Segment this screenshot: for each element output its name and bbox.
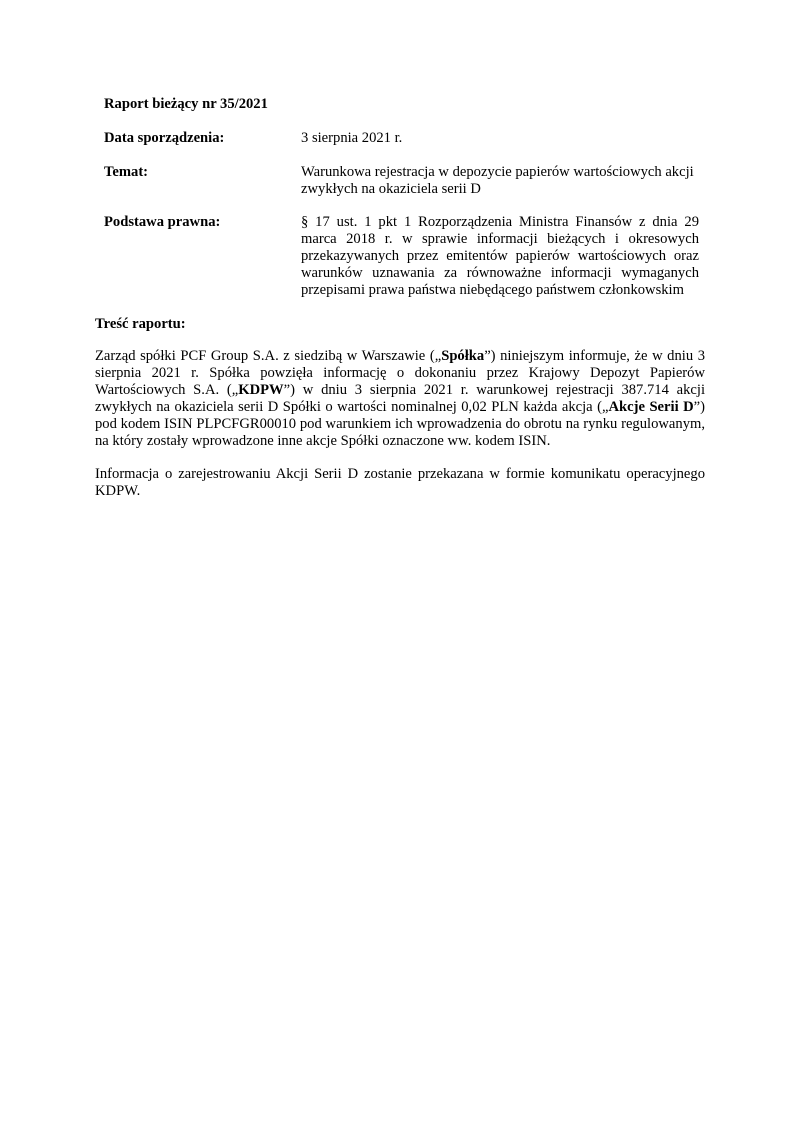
topic-value: Warunkowa rejestracja w depozycie papierów wartościowych akcji zwykłych na okaziciela serii D (301, 164, 694, 197)
date-label: Data sporządzenia: (104, 130, 225, 146)
topic-label: Temat: (104, 164, 149, 180)
meta-row-legal-basis (104, 214, 700, 299)
legal-basis-label: Podstawa prawna: (104, 214, 221, 230)
date-value: 3 sierpnia 2021 r. (301, 130, 403, 146)
legal-basis-value: § 17 ust. 1 pkt 1 Rozporządzenia Ministra Finansów z dnia 29 marca 2018 r. w sprawie informacji bieżących i okresowych przekazywanych przez emitentów papierów wartościowych oraz warunków uznawania za równoważne informacji wymaganych przepisami prawa państwa niebędącego państwem członkowskim (301, 214, 699, 298)
meta-row-date (104, 130, 700, 147)
defined-term-spolka: Spółka (441, 348, 485, 364)
content-paragraph-1 (95, 348, 705, 450)
paragraph-1-text-1: Zarząd spółki PCF Group S.A. z siedzibą w Warszawie („ (95, 348, 442, 364)
paragraph-1-text-2: ”) niniejszym informuje, że w dniu 3 sierpnia 2021 r. Spółka powzięła informację o dokonaniu przez Krajowy Depozyt Papierów Wartościowych S.A. („ (95, 348, 706, 398)
paragraph-1-text-4: ”) pod kodem ISIN PLPCFGR00010 pod warunkiem ich wprowadzenia do obrotu na rynku regulowanym, na który zostały wprowadzone inne akcje Spółki oznaczone ww. kodem ISIN. (95, 399, 706, 449)
content-heading: Treść raportu: (95, 316, 186, 332)
paragraph-1-text-3: ”) w dniu 3 sierpnia 2021 r. warunkowej rejestracji 387.714 akcji zwykłych na okaziciela serii D Spółki o wartości nominalnej 0,02 PLN każda akcja („ (95, 382, 705, 415)
report-title: Raport bieżący nr 35/2021 (104, 96, 268, 112)
defined-term-akcje-serii-d: Akcje Serii D (608, 399, 694, 415)
defined-term-kdpw: KDPW (238, 382, 284, 398)
meta-row-topic (104, 164, 700, 198)
content-paragraph-2: Informacja o zarejestrowaniu Akcji Serii D zostanie przekazana w formie komunikatu operacyjnego KDPW. (95, 466, 705, 499)
